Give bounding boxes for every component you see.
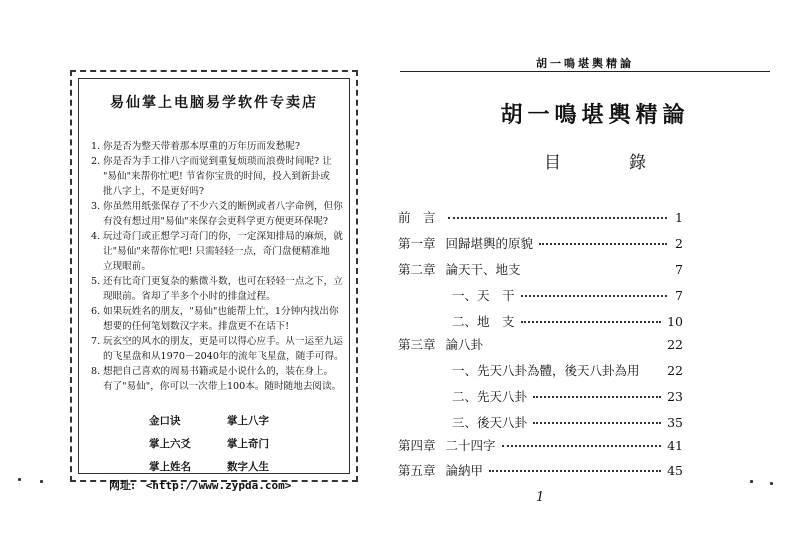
advertisement-title: 易仙掌上电脑易学软件专卖店 [110,95,318,111]
list-item-line: "易仙"来帮你忙吧! 节省你宝贵的时间，投入到新卦或 [103,171,330,182]
book-title: 胡一鳴堪輿精論 [500,102,690,128]
toc-leader [448,217,667,219]
toc-leader [539,243,667,245]
toc-row [398,260,683,278]
feature-item: 掌上姓名 [149,461,191,473]
toc-label: 第四章 [398,438,436,453]
toc-label: 第一章 [398,236,436,251]
toc-row [398,335,683,353]
list-item-line: 玩过奇门或正想学习奇门的你，一定深知排局的麻烦，就 [103,231,343,242]
advertisement-list [91,139,343,394]
list-item [91,229,343,274]
toc-page-number: 10 [667,314,683,329]
list-item-line: 有了"易仙"，你可以一次带上100本。随时随地去阅读。 [103,381,342,392]
toc-title: 二十四字 [445,438,496,453]
toc-leader [533,422,661,424]
list-item-line: 想把自己喜欢的周易书籍或是小说什么的，装在身上。 [103,366,334,377]
page-number: 1 [536,490,545,505]
toc-page-number: 1 [675,210,683,225]
toc-leader [502,445,662,447]
toc-leader [489,470,661,472]
website-url: <http://www.zypda.com> [145,479,292,492]
feature-item: 掌上六爻 [149,438,191,450]
list-item-number: 2. [91,156,101,167]
list-item-number: 8. [91,366,101,377]
list-item-number: 3. [91,201,101,212]
toc-row [398,436,683,454]
toc-leader [521,295,667,297]
feature-item: 数字人生 [227,461,269,473]
feature-item: 掌上奇门 [227,438,269,450]
toc-row [452,361,683,379]
feature-item: 金口诀 [149,415,181,427]
list-item [91,154,343,199]
list-item-number: 1. [91,141,101,152]
list-item-number: 6. [91,306,101,317]
list-item-line: 还有比奇门更复杂的紫微斗数，也可在轻轻一点之下，立 [103,276,343,287]
toc-page-number: 23 [667,389,683,404]
toc-page-number: 45 [667,463,683,478]
toc-title: 一、先天八卦為體，後天八卦為用 [452,363,640,378]
list-item-number: 5. [91,276,101,287]
list-item-line: 如果玩姓名的朋友，"易仙"也能帮上忙，1分钟内找出你 [103,306,339,317]
toc-heading-char: 錄 [629,153,646,173]
toc-title: 二、先天八卦 [452,389,528,404]
list-item-line: 想要的任何笔划数汉字来。排盘更不在话下! [103,321,290,332]
toc-page-number: 41 [667,438,683,453]
toc-title: 一、天 干 [452,288,515,303]
toc-row [452,286,683,304]
website-line [109,477,291,493]
toc-row [452,387,683,405]
feature-grid [149,413,329,474]
toc-page-number: 22 [667,363,683,378]
toc-label: 第二章 [398,262,436,277]
list-item-line: 的飞星盘和从1970－2040年的流年飞星盘，随手可得。 [103,351,344,362]
list-item-line: 有没有想过用"易仙"来保存会更科学更方便更环保呢? [103,216,329,227]
list-item-line: 批八字上，不是更好吗? [103,186,205,197]
toc-label: 第三章 [398,337,436,352]
list-item [91,364,343,394]
list-item [91,199,343,229]
running-head: 胡一鳴堪輿精論 [400,55,770,72]
advertisement-inner-frame [78,78,350,492]
toc-leader [533,396,661,398]
list-item [91,139,343,154]
list-item [91,304,343,334]
list-item-line: 立现眼前。 [103,261,151,272]
toc-page-number: 35 [667,415,683,430]
list-item-line: 让"易仙"来帮你忙吧! 只需轻轻一点，奇门盘便精准地 [103,246,330,257]
list-item-line: 你虽然用纸张保存了不少六爻的断例或者八字命例，但你 [103,201,343,212]
scan-speck [18,478,21,481]
website-label: 网址: [109,479,136,492]
toc-page-number: 2 [675,236,683,251]
toc-row [452,413,683,431]
toc-label: 前 言 [398,210,436,225]
list-item [91,334,343,364]
list-item-number: 7. [91,336,101,347]
feature-item: 掌上八字 [227,415,269,427]
list-item-line: 你是否为整天带着那本厚重的万年历而发愁呢? [103,141,301,152]
toc-heading-char: 目 [544,153,561,173]
toc-title: 三、後天八卦 [452,415,528,430]
list-item-number: 4. [91,231,101,242]
toc-row [398,208,683,226]
toc-title: 論納甲 [445,463,484,478]
toc-row [398,461,683,479]
toc-page-number: 7 [675,262,683,277]
toc-label: 第五章 [398,463,436,478]
scan-speck [750,480,753,483]
toc-heading [400,148,790,173]
list-item-line: 玩玄空的风水的朋友，更是可以得心应手。从一运至九运 [103,336,343,347]
toc-row [452,312,683,330]
list-item-line: 现眼前。省却了半多个小时的排盘过程。 [103,291,276,302]
advertisement-box [70,70,358,492]
scan-speck [40,480,43,483]
scan-speck [770,482,773,485]
toc-title: 二、地 支 [452,314,515,329]
toc-leader [521,321,662,323]
list-item-line: 你是否为手工排八字而觉到重复烦琐而浪费时间呢? 让 [103,156,332,167]
toc-title: 回歸堪輿的原貌 [445,236,534,251]
toc-row [398,234,683,252]
toc-page-number: 22 [667,337,683,352]
toc-page-number: 7 [675,288,683,303]
toc-title: 論天干、地支 [445,262,521,277]
list-item [91,274,343,304]
toc-title: 論八卦 [445,337,484,352]
